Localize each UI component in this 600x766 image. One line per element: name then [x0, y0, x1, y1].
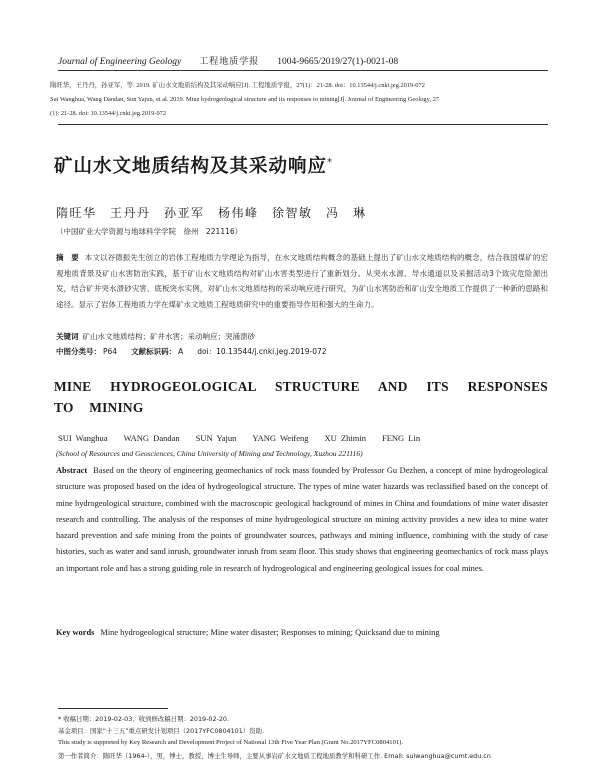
affiliation-en: (School of Resources and Geosciences, China University of Mining and Technology, Xuzhou 221116)	[56, 449, 363, 458]
journal-issn: 1004-9665/2019/27(1)-0021-08	[277, 57, 399, 67]
author-en: SUI Wanghua	[58, 433, 108, 443]
classification-zh	[56, 346, 327, 357]
journal-name-zh: 工程地质学报	[199, 57, 260, 67]
citation-en-line2: (1): 21-28. doi: 10.13544/j.cnki.jeg.2019-072	[50, 110, 167, 117]
doc-code-label: 文献标识码：	[131, 347, 177, 356]
journal-name-en: Journal of Engineering Geology	[58, 57, 182, 67]
running-header	[58, 54, 548, 67]
abstract-zh-text: 本文以谷德振先生创立的岩体工程地质力学理论为指导，在水文地质结构概念的基础上提出了矿山水文地质结构的概念，结合我国煤矿的宏观地质背景及矿山水害防治实践，基于矿山水文地质结构对矿山水害类型进行了重新划分。从突水水源、导水通道以及采掘活动3个致灾危险源出发，结合矿井突水溃砂灾害、底板突水实例，对矿山水文地质结构的采动响应进行研究，为矿山水害防治和矿山安全地质工作提供了一种新的思路和途径。显示了岩体工程地质力学在煤矿水文地质工程地质研究中的重要指导作用和强大的生命力。	[56, 253, 549, 309]
abstract-en	[56, 463, 548, 577]
keywords-en	[56, 628, 548, 637]
author-en: FENG Lin	[381, 433, 421, 443]
footnote-fund-en: This study is supported by Key Research and Development Project of National 13th Five Year Plan (Grant No.2017YFC0804101).	[58, 739, 404, 746]
clc-value: P64	[103, 347, 118, 356]
title-footnote-mark: *	[327, 156, 334, 168]
footnote-first-author: 第一作者简介：隋旺华（1964-），男，博士，教授，博士生导师，主要从事岩矿水文地质工程地质教学和科研工作. Email: suiwanghua@cumt.edu.cn	[58, 752, 491, 760]
keywords-en-text: Mine hydrogeological structure; Mine water disaster; Responses to mining; Quicksand due to mining	[100, 628, 440, 637]
author-en: XU Zhimin	[324, 433, 366, 443]
keywords-zh-text: 矿山水文地质结构；矿井水害；采动响应；突涌溃砂	[82, 332, 255, 341]
authors-en	[58, 433, 436, 443]
header-rule	[58, 70, 548, 71]
keywords-en-label: Key words	[56, 628, 95, 637]
title-zh	[54, 152, 333, 178]
author-en: SUN Yajun	[195, 433, 237, 443]
doi-label: doi：	[197, 347, 217, 356]
abstract-en-text: Based on the theory of engineering geomechanics of rock mass founded by Professor Gu Dezhen, a concept of mine hydrogeological structure was proposed based on the idea of hydrogeological structure. The types of mine water hazards was reclassified based on the concept of mine hydrogeological structure, combined with the macroscopic geological background of mines in China and foundations of mine water disaster research and controlling. The analysis of the responses of mine hydrogeological structure on mining activity provides a new idea to mine water hazard prevention and safe mining from the points of groundwater sources, pathways and mining influence, combining with the study of case histories, such as water and sand inrush, groundwater inrush from seam floor. This study shows that engineering geomechanics of rock mass plays an important role and has a strong guiding role in research of hydrogeological and engineering geological issues for coal mines.	[56, 466, 548, 573]
footnote-rule	[58, 708, 168, 709]
title-en: MINE HYDROGEOLOGICAL STRUCTURE AND ITS RESPONSES TO MINING	[54, 379, 548, 415]
citation-rule	[58, 124, 548, 125]
keywords-zh-label: 关键词	[56, 332, 79, 341]
keywords-zh	[56, 331, 255, 342]
clc-label: 中图分类号：	[56, 347, 101, 356]
authors-zh: 隋旺华 王丹丹 孙亚军 杨伟峰 徐智敏 冯 琳	[56, 206, 367, 220]
doi-value: 10.13544/j.cnki.jeg.2019-072	[216, 347, 327, 356]
author-en: YANG Weifeng	[252, 433, 309, 443]
citation-zh: 隋旺华，王丹丹，孙亚军，等. 2019. 矿山水文地质结构及其采动响应[J]. 工程地质学报，27(1)：21-28. doi：10.13544/j.cnki.jeg.2019-072	[50, 82, 425, 89]
abstract-en-label: Abstract	[56, 466, 88, 475]
footnote-received: * 收稿日期：2019-02-03；收到修改稿日期：2019-02-20.	[58, 715, 230, 723]
abstract-zh-label: 摘 要	[56, 253, 79, 262]
author-en: WANG Dandan	[123, 433, 180, 443]
citation-en-line1: Sui Wanghua, Wang Dandan, Sun Yajun, et al. 2019. Mine hydrogeological structure and its responses to mining[J]. Journal of Engineering Geology, 27	[50, 96, 439, 103]
doc-code-value: A	[178, 347, 184, 356]
abstract-zh	[56, 250, 548, 312]
affiliation-zh: （中国矿业大学资源与地球科学学院 徐州 221116）	[56, 227, 243, 236]
footnote-fund-zh: 基金项目：国家“十三五”重点研发计划项目（2017YFC0804101）资助.	[58, 727, 265, 735]
title-zh-text: 矿山水文地质结构及其采动响应	[54, 156, 328, 177]
